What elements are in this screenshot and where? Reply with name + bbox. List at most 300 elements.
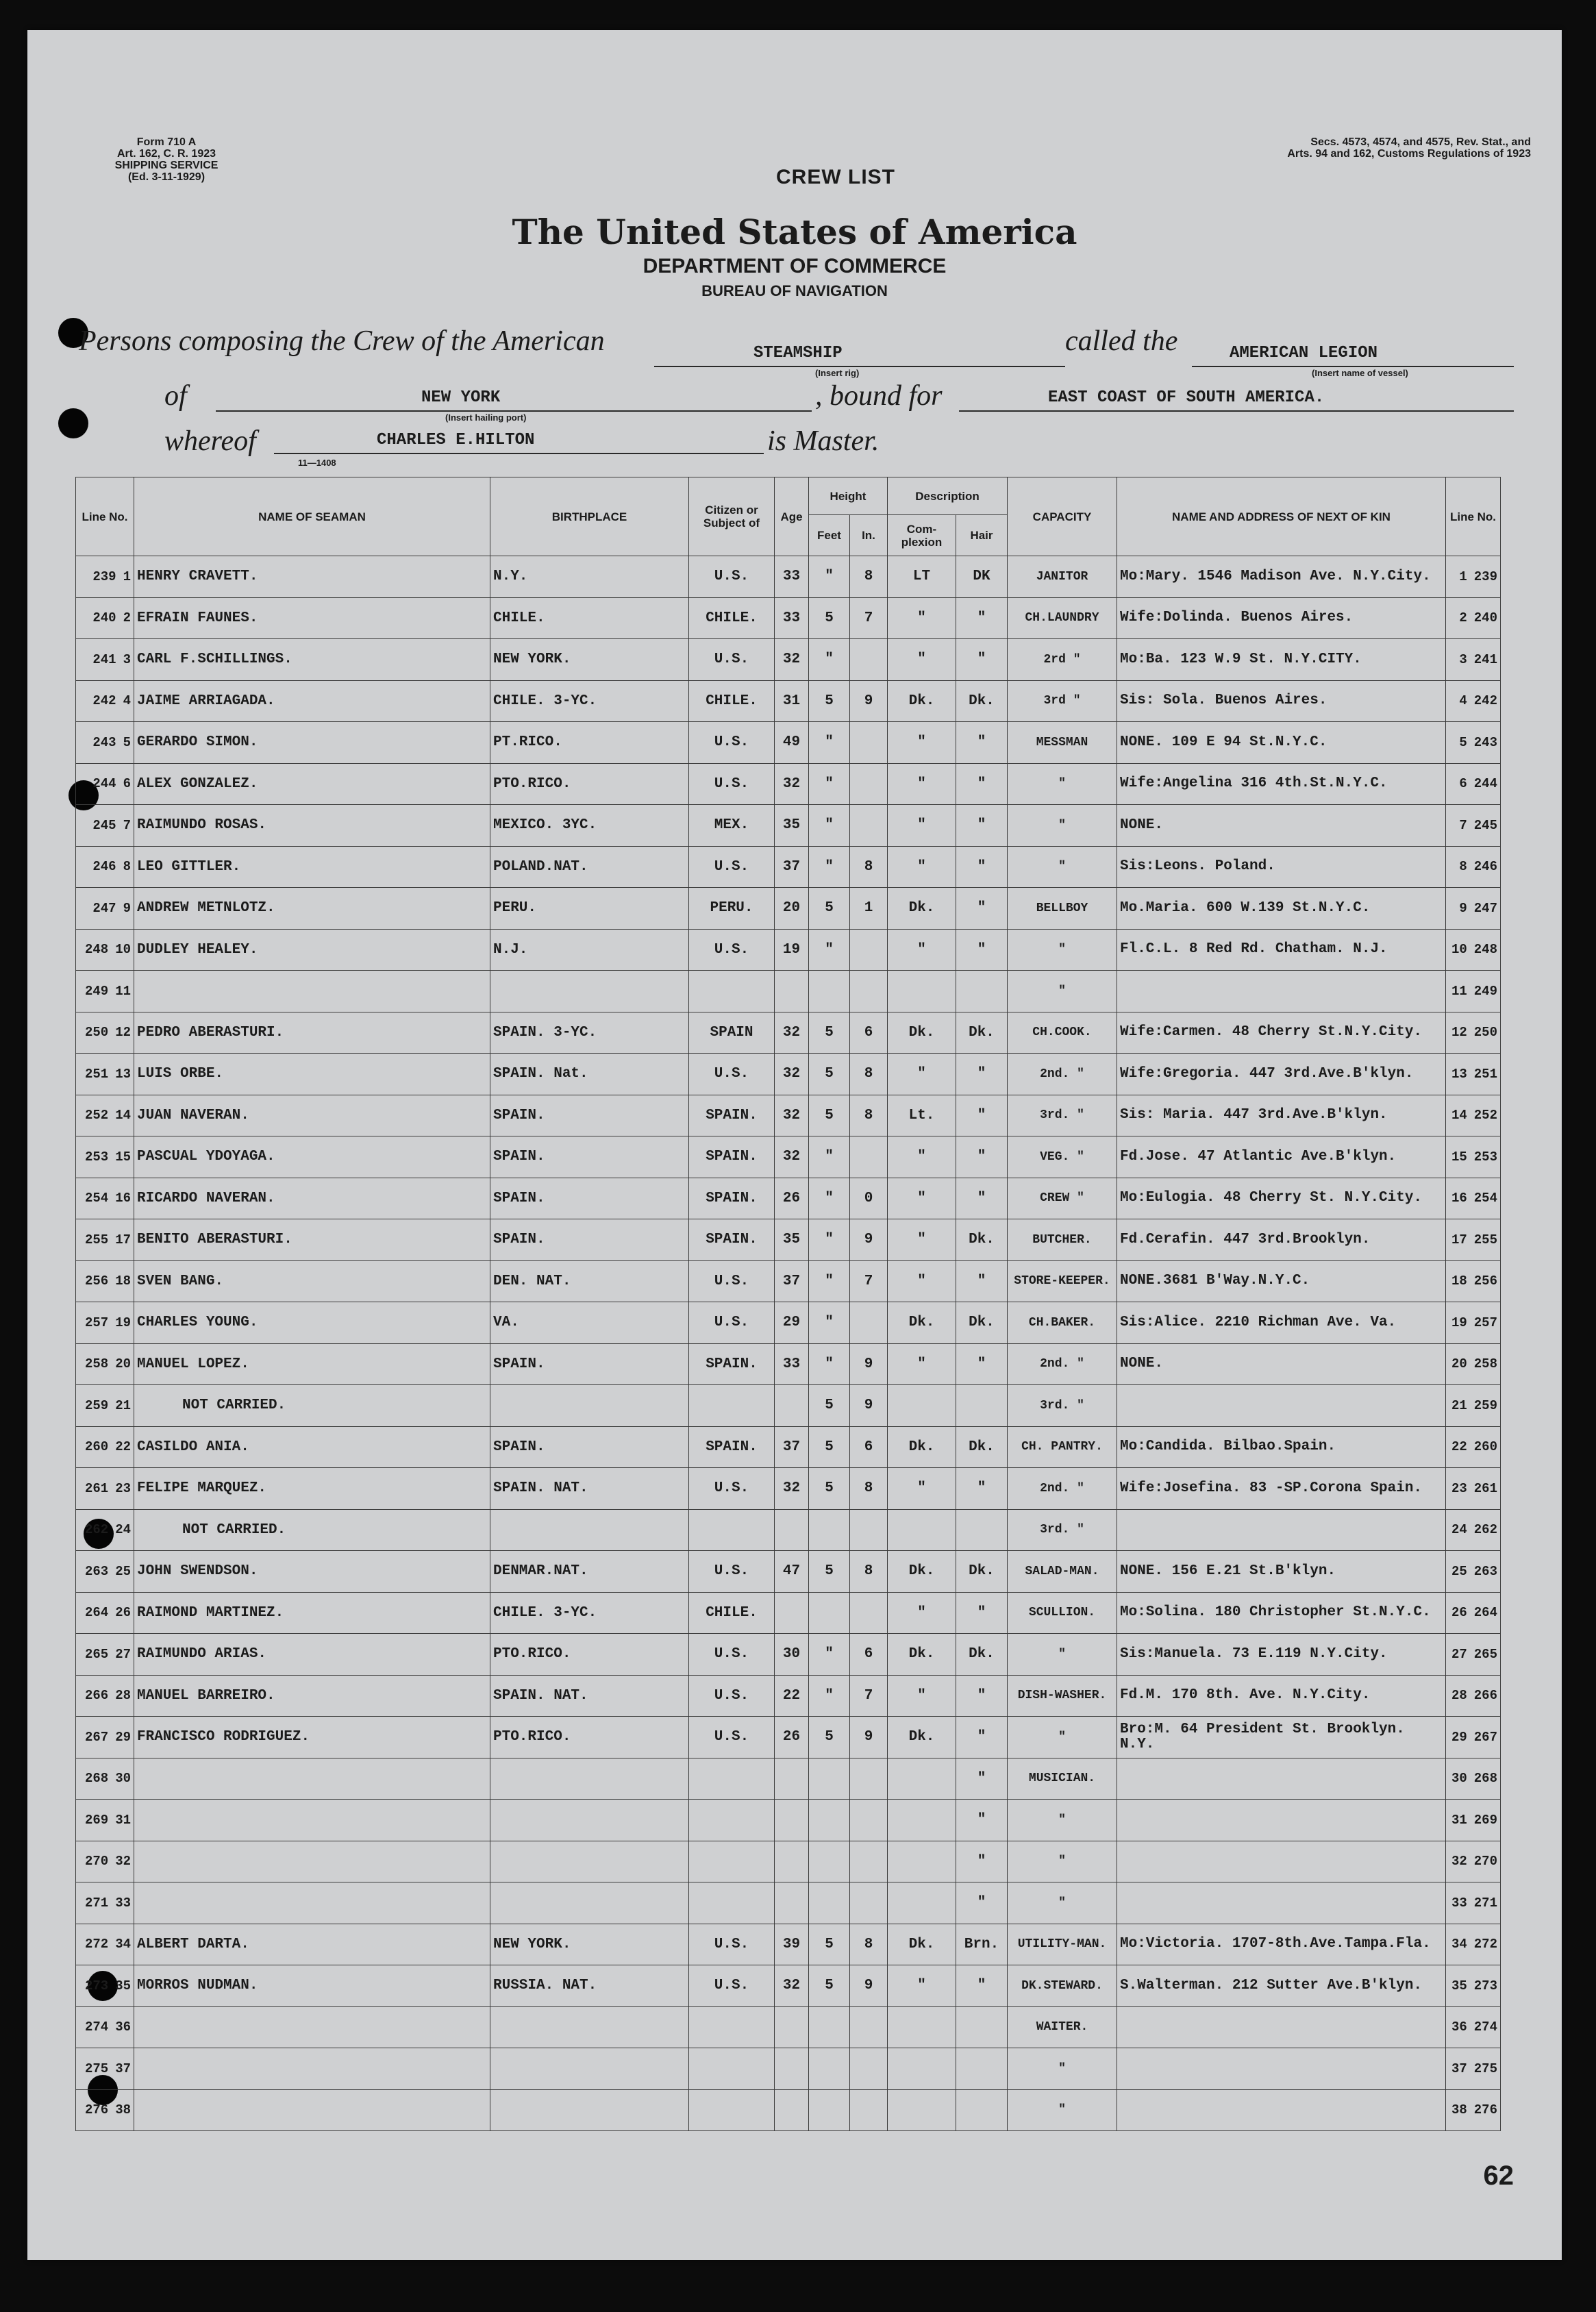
next-of-kin: Mo:Candida. Bilbao.Spain. [1117,1426,1446,1468]
seaman-name: CASILDO ANIA. [134,1426,490,1468]
height-feet: 5 [809,1551,850,1593]
height-inches: 8 [850,1468,888,1510]
birthplace: CHILE. [490,597,689,639]
citizenship: SPAIN [689,1012,775,1054]
next-of-kin: Sis: Sola. Buenos Aires. [1117,680,1446,722]
crew-row [76,1260,1501,1302]
sequence-number: 250 [84,1025,109,1041]
col-age: Age [775,477,809,556]
height-feet: " [809,639,850,681]
line-number-right [1446,1385,1501,1427]
entry-number: 2 [1459,610,1467,626]
entry-number: 27 [1451,1646,1467,1662]
complexion: " [888,805,956,847]
sequence-number: 240 [92,610,116,626]
line-number [76,556,134,598]
sequence-number: 247 [1473,900,1497,916]
height-feet: " [809,805,850,847]
form-service: SHIPPING SERVICE [114,160,219,171]
birthplace: PTO.RICO. [490,1717,689,1758]
capacity: CH.COOK. [1008,1012,1117,1054]
birthplace [490,1385,689,1427]
seaman-name: MORROS NUDMAN. [134,1965,490,2007]
entry-number: 32 [115,1854,131,1869]
line-number [76,846,134,888]
height-feet: " [809,1343,850,1385]
entry-number: 7 [1459,817,1467,833]
line-number-right [1446,1095,1501,1136]
line-number [76,722,134,764]
hailing-port: NEW YORK [421,388,501,407]
entry-number: 12 [115,1025,131,1041]
capacity: " [1008,1634,1117,1676]
citizenship [689,1841,775,1882]
sequence-number: 261 [84,1480,109,1496]
age: 49 [775,722,809,764]
seaman-name: JOHN SWENDSON. [134,1551,490,1593]
entry-number: 2 [123,610,131,626]
age: 29 [775,1302,809,1344]
crew-row [76,1302,1501,1344]
line-number [76,1012,134,1054]
next-of-kin: Sis:Alice. 2210 Richman Ave. Va. [1117,1302,1446,1344]
entry-number: 3 [1459,651,1467,667]
line-number [76,971,134,1012]
complexion: Lt. [888,1095,956,1136]
sequence-number: 276 [1473,2102,1497,2118]
citizenship [689,2006,775,2048]
complexion: Dk. [888,1634,956,1676]
hair: " [956,722,1008,764]
complexion: Dk. [888,1717,956,1758]
age: 30 [775,1634,809,1676]
line-number-right [1446,556,1501,598]
citizenship: SPAIN. [689,1136,775,1178]
sequence-number: 269 [84,1812,109,1828]
next-of-kin [1117,2048,1446,2090]
entry-number: 37 [1451,2061,1467,2076]
of-text: of [164,380,187,412]
sequence-number: 246 [92,859,116,875]
birthplace [490,2006,689,2048]
height-inches [850,1800,888,1841]
birthplace: SPAIN. [490,1136,689,1178]
sequence-number: 250 [1473,1025,1497,1041]
sequence-number: 262 [1473,1522,1497,1538]
seaman-name [134,1841,490,1882]
complexion: " [888,846,956,888]
crew-row [76,1385,1501,1427]
entry-number: 11 [115,983,131,999]
birthplace: CHILE. 3-YC. [490,1592,689,1634]
crew-row [76,1219,1501,1261]
entry-number: 13 [115,1066,131,1082]
line-number-right [1446,2006,1501,2048]
sequence-number: 270 [1473,1854,1497,1869]
line-number-right [1446,1302,1501,1344]
complexion: Dk. [888,1551,956,1593]
birthplace: PTO.RICO. [490,763,689,805]
age [775,2089,809,2131]
sequence-number: 271 [84,1895,109,1911]
sequence-number: 248 [84,942,109,958]
sequence-number: 242 [92,693,116,709]
height-inches [850,763,888,805]
height-inches [850,722,888,764]
birthplace: SPAIN. [490,1095,689,1136]
next-of-kin [1117,1509,1446,1551]
next-of-kin: NONE. [1117,805,1446,847]
height-feet: 5 [809,1965,850,2007]
age: 32 [775,1136,809,1178]
entry-number: 21 [1451,1397,1467,1413]
sequence-number: 240 [1473,610,1497,626]
line-number-right [1446,1260,1501,1302]
line-number-right [1446,1924,1501,1965]
capacity: BUTCHER. [1008,1219,1117,1261]
birthplace: SPAIN. NAT. [490,1468,689,1510]
height-inches [850,1302,888,1344]
col-capacity: CAPACITY [1008,477,1117,556]
birthplace: SPAIN. Nat. [490,1054,689,1095]
line-number-right [1446,639,1501,681]
height-feet [809,2089,850,2131]
sequence-number: 274 [84,2019,109,2035]
entry-number: 23 [115,1480,131,1496]
entry-number: 24 [115,1522,131,1538]
birthplace: VA. [490,1302,689,1344]
birthplace: POLAND.NAT. [490,846,689,888]
height-feet: 5 [809,1717,850,1758]
height-inches: 8 [850,1551,888,1593]
height-inches [850,1758,888,1800]
line-number-right [1446,971,1501,1012]
sequence-number: 276 [84,2102,109,2118]
entry-number: 31 [115,1812,131,1828]
height-feet: 5 [809,597,850,639]
age: 37 [775,846,809,888]
sequence-number: 257 [1473,1315,1497,1330]
next-of-kin: Fd.Jose. 47 Atlantic Ave.B'klyn. [1117,1136,1446,1178]
line-number [76,1426,134,1468]
age: 37 [775,1426,809,1468]
height-inches: 8 [850,846,888,888]
entry-number: 29 [1451,1729,1467,1745]
entry-number: 30 [115,1771,131,1787]
vessel-hint: (Insert name of vessel) [1312,368,1408,378]
seaman-name: HENRY CRAVETT. [134,556,490,598]
height-inches [850,1841,888,1882]
seaman-name [134,971,490,1012]
sequence-number: 260 [1473,1439,1497,1455]
crew-row [76,1841,1501,1882]
entry-number: 19 [1451,1315,1467,1330]
hair [956,1509,1008,1551]
next-of-kin: Wife:Gregoria. 447 3rd.Ave.B'klyn. [1117,1054,1446,1095]
col-name: NAME OF SEAMAN [134,477,490,556]
sequence-number: 256 [1473,1273,1497,1289]
next-of-kin: Wife:Dolinda. Buenos Aires. [1117,597,1446,639]
seaman-name [134,2048,490,2090]
age [775,1841,809,1882]
entry-number: 36 [1451,2019,1467,2035]
seaman-name: MANUEL BARREIRO. [134,1675,490,1717]
line-number [76,929,134,971]
page-number: 62 [1483,2161,1514,2191]
birthplace: SPAIN. [490,1178,689,1219]
capacity: " [1008,805,1117,847]
hair: DK [956,556,1008,598]
birthplace [490,1882,689,1924]
line-number [76,597,134,639]
citizenship: U.S. [689,722,775,764]
capacity: 2rd " [1008,639,1117,681]
complexion: Dk. [888,1302,956,1344]
complexion: " [888,1592,956,1634]
height-feet: " [809,929,850,971]
crew-table-body [76,556,1501,2131]
capacity: STORE-KEEPER. [1008,1260,1117,1302]
complexion [888,1385,956,1427]
birthplace [490,1758,689,1800]
seaman-name: RAIMUNDO ARIAS. [134,1634,490,1676]
age [775,971,809,1012]
hair: Dk. [956,1426,1008,1468]
sequence-number: 246 [1473,859,1497,875]
sequence-number: 260 [84,1439,109,1455]
capacity: " [1008,1882,1117,1924]
entry-number: 22 [1451,1439,1467,1455]
seaman-name: NOT CARRIED. [134,1385,490,1427]
entry-number: 19 [115,1315,131,1330]
complexion [888,2089,956,2131]
entry-number: 5 [1459,734,1467,750]
sequence-number: 275 [84,2061,109,2076]
capacity: CH. PANTRY. [1008,1426,1117,1468]
hair: Dk. [956,1012,1008,1054]
birthplace: CHILE. 3-YC. [490,680,689,722]
height-feet: " [809,1634,850,1676]
hair: " [956,597,1008,639]
seaman-name: FELIPE MARQUEZ. [134,1468,490,1510]
height-inches: 1 [850,888,888,930]
age: 35 [775,805,809,847]
height-inches [850,1592,888,1634]
crew-table [75,477,1501,2131]
entry-number: 31 [1451,1812,1467,1828]
capacity: 3rd. " [1008,1095,1117,1136]
seaman-name: EFRAIN FAUNES. [134,597,490,639]
complexion [888,1509,956,1551]
entry-number: 13 [1451,1066,1467,1082]
capacity: " [1008,846,1117,888]
sequence-number: 245 [92,817,116,833]
height-inches: 8 [850,1095,888,1136]
next-of-kin [1117,2006,1446,2048]
punch-hole [58,408,88,438]
next-of-kin: Fd.M. 170 8th. Ave. N.Y.City. [1117,1675,1446,1717]
crew-row [76,722,1501,764]
crew-row [76,1717,1501,1758]
birthplace: NEW YORK. [490,639,689,681]
sequence-number: 264 [1473,1605,1497,1621]
crew-row [76,1012,1501,1054]
line-number [76,1965,134,2007]
complexion: " [888,1054,956,1095]
height-inches [850,2048,888,2090]
complexion: " [888,722,956,764]
seaman-name [134,1758,490,1800]
birthplace: SPAIN. [490,1219,689,1261]
entry-number: 16 [1451,1191,1467,1206]
statute-line: Arts. 94 and 162, Customs Regulations of 1923 [1287,148,1531,160]
age: 39 [775,1924,809,1965]
crew-row [76,556,1501,598]
birthplace: SPAIN. [490,1426,689,1468]
complexion: Dk. [888,1426,956,1468]
line-number-right [1446,1758,1501,1800]
col-next-of-kin: NAME AND ADDRESS OF NEXT OF KIN [1117,477,1446,556]
hair: " [956,1054,1008,1095]
entry-number: 10 [115,942,131,958]
complexion: Dk. [888,680,956,722]
hair: " [956,1260,1008,1302]
line-number-right [1446,1178,1501,1219]
height-inches: 8 [850,1924,888,1965]
complexion: LT [888,556,956,598]
line-number-right [1446,1841,1501,1882]
next-of-kin: Mo:Ba. 123 W.9 St. N.Y.CITY. [1117,639,1446,681]
next-of-kin: Sis:Manuela. 73 E.119 N.Y.City. [1117,1634,1446,1676]
age: 37 [775,1260,809,1302]
birthplace [490,1841,689,1882]
entry-number: 30 [1451,1771,1467,1787]
entry-number: 7 [123,817,131,833]
port-underline [216,410,812,412]
hair: Dk. [956,1219,1008,1261]
seaman-name: NOT CARRIED. [134,1509,490,1551]
citizenship [689,1758,775,1800]
crew-row [76,2006,1501,2048]
sequence-number: 270 [84,1854,109,1869]
master-name: CHARLES E.HILTON [377,431,535,449]
citizenship: U.S. [689,763,775,805]
capacity: VEG. " [1008,1136,1117,1178]
next-of-kin: Fd.Cerafin. 447 3rd.Brooklyn. [1117,1219,1446,1261]
line-number [76,1924,134,1965]
complexion: " [888,1965,956,2007]
entry-number: 25 [115,1563,131,1579]
sequence-number: 255 [84,1232,109,1247]
capacity: DK.STEWARD. [1008,1965,1117,2007]
height-inches: 8 [850,1054,888,1095]
line-number [76,1592,134,1634]
sequence-number: 244 [1473,776,1497,792]
crew-row [76,1965,1501,2007]
height-inches [850,639,888,681]
citizenship [689,1800,775,1841]
entry-number: 8 [1459,859,1467,875]
vessel-underline [1192,366,1514,367]
age: 32 [775,1965,809,2007]
seaman-name: SVEN BANG. [134,1260,490,1302]
line-number-right [1446,1219,1501,1261]
hair: " [956,1468,1008,1510]
height-inches [850,1882,888,1924]
sequence-number: 272 [1473,1937,1497,1952]
line-number [76,2006,134,2048]
citizenship: SPAIN. [689,1095,775,1136]
line-number-right [1446,805,1501,847]
sequence-number: 252 [1473,1108,1497,1123]
height-feet: 5 [809,1012,850,1054]
seaman-name: CARL F.SCHILLINGS. [134,639,490,681]
form-edition: (Ed. 3-11-1929) [127,171,205,183]
height-feet: " [809,1178,850,1219]
citizenship [689,1385,775,1427]
hair: " [956,1343,1008,1385]
crew-row [76,888,1501,930]
citizenship [689,1509,775,1551]
next-of-kin [1117,1800,1446,1841]
hair: " [956,1675,1008,1717]
entry-number: 20 [1451,1356,1467,1372]
sequence-number: 264 [84,1605,109,1621]
age: 31 [775,680,809,722]
next-of-kin: Sis:Leons. Poland. [1117,846,1446,888]
citizenship: U.S. [689,1675,775,1717]
height-inches: 6 [850,1012,888,1054]
height-feet [809,1841,850,1882]
line-number [76,1551,134,1593]
line-number [76,1675,134,1717]
age [775,1758,809,1800]
capacity: MESSMAN [1008,722,1117,764]
next-of-kin: Fl.C.L. 8 Red Rd. Chatham. N.J. [1117,929,1446,971]
complexion: " [888,639,956,681]
sequence-number: 251 [84,1066,109,1082]
citizenship: U.S. [689,1260,775,1302]
birthplace: RUSSIA. NAT. [490,1965,689,2007]
entry-number: 32 [1451,1854,1467,1869]
sequence-number: 241 [1473,651,1497,667]
sequence-number: 252 [84,1108,109,1123]
sequence-number: 253 [84,1149,109,1165]
sequence-number: 269 [1473,1812,1497,1828]
height-inches [850,1136,888,1178]
capacity: BELLBOY [1008,888,1117,930]
complexion: " [888,1343,956,1385]
complexion [888,1841,956,1882]
height-feet: " [809,722,850,764]
next-of-kin [1117,1385,1446,1427]
seaman-name [134,1800,490,1841]
hair: Brn. [956,1924,1008,1965]
citizenship [689,2089,775,2131]
height-feet: " [809,1136,850,1178]
col-hair: Hair [956,515,1008,556]
crew-row [76,1468,1501,1510]
citizenship: SPAIN. [689,1178,775,1219]
sequence-number: 257 [84,1315,109,1330]
age: 32 [775,1095,809,1136]
entry-number: 23 [1451,1480,1467,1496]
capacity: DISH-WASHER. [1008,1675,1117,1717]
age [775,1882,809,1924]
seaman-name: GERARDO SIMON. [134,722,490,764]
birthplace: SPAIN. NAT. [490,1675,689,1717]
line-number [76,1882,134,1924]
